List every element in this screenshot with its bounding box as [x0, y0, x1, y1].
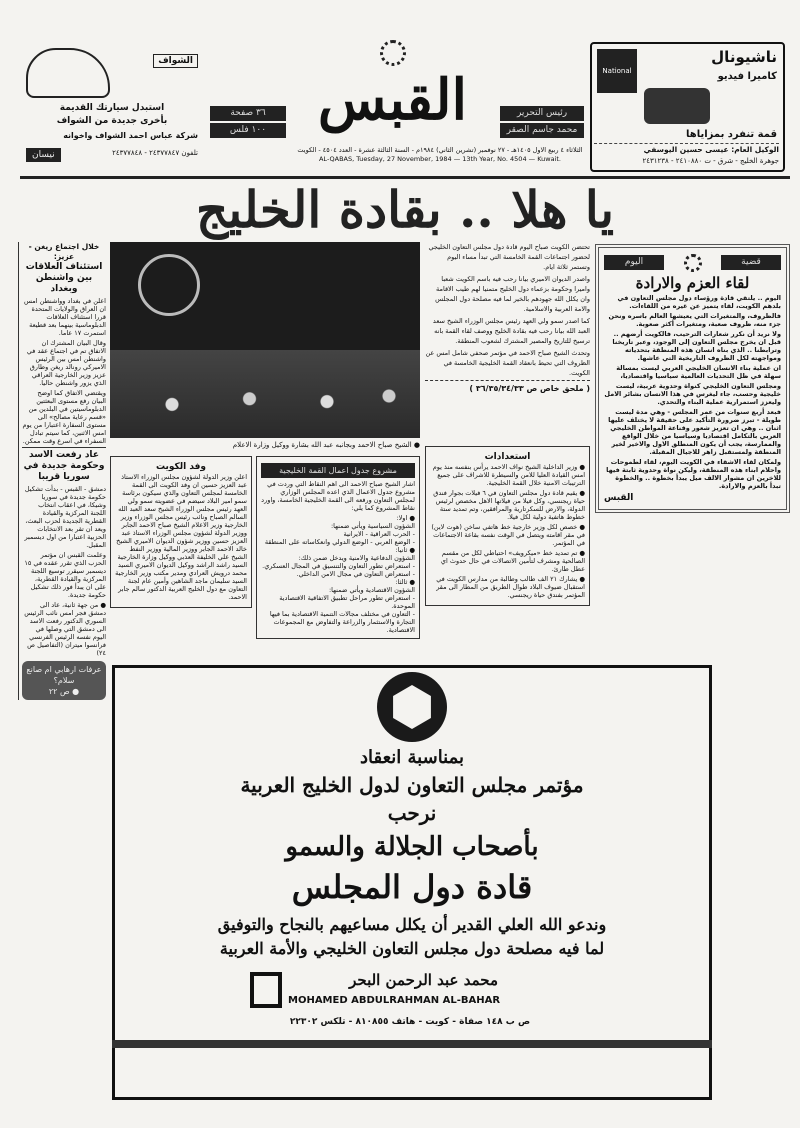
footer-rule [112, 1040, 712, 1048]
teaser-page: ● ص ٢٢ [48, 687, 80, 696]
editor-name: محمد جاسم الصقر [500, 123, 584, 138]
crowd [110, 382, 420, 438]
preparations-box [425, 446, 590, 606]
paragraph: فبعد أربع سنوات من عمر المجلس - وهي مدة ليست طويلة - تبرز ضرورة التأكيد على حقيقة لا يختلف عليها اثنان .. وهي ان تعزيز شعور وقناعة المواطن الخليجي العربي بالتكامل اقتصاديا وسياسيا من خلال الواقع والممارسة، يجب أن يكون المنطلق الاول والاخير لخير المنطقة ولمستقبل زاهر للاجيال المقبلة. [608, 408, 781, 456]
list-item: ● خصص لكل وزير خارجية خط هاتفي ساخن (هوت لاين) في مقر اقامته ويتصل في الوقت نفسه بقاعة الاجتماعات في المؤتمر. [431, 523, 585, 547]
advertiser-address: ص ب ١٤٨ صفاة - كويت - هاتف ٨١٠٨٥٥ - تلكس ٢٢٣٠٢ [289, 1017, 531, 1027]
list-item: ● تم تمديد خط «ميكرويف» احتياطي لكل من مقسم الصالحية ومشرف لتأمين الاتصالات في حال حدوث اي عطل طارئ. [440, 549, 585, 573]
editorial-box [595, 244, 790, 513]
paragraph: ● من جهة ثانية، عاد الى دمشق فجر امس نائب الرئيس السوري الدكتور رفعت الاسد الى دمشق التي وصلها في اليوم نفسه الرئيس الفرنسي فرانسوا ميتران (التفاصيل ص ٢٤) [24, 601, 106, 657]
page-count: ٣٦ صفحة [210, 106, 286, 121]
agenda-item: ● ثانيا: [395, 546, 415, 554]
tagline: قمة تنفرد بمزاياها [686, 129, 777, 140]
editor-box [500, 104, 584, 140]
paragraph: وقال البيان المشترك ان الاتفاق تم في اجتماع عقد في واشنطن امس بين الرئيس الاميركي رونالد ريغن وطارق عزيز وزير الخارجية العراقي الذي يزور واشنطن حاليا. [26, 339, 106, 387]
masthead-name: القبس [317, 67, 468, 133]
photo-caption: ● الشيخ صباح الاحمد وبجانبه عبد الله بشارة ووكيل وزارة الاعلام [232, 441, 420, 449]
agenda-item: - التعاون في مختلف مجالات التنمية الاقتصادية بما فيها التجارة والاستثمار والزراعة والتفاوض مع المجموعات الاقتصادية. [269, 610, 415, 634]
kuwait-delegation-box [110, 456, 252, 608]
paragraph: اعلن وزير الدولة لشؤون مجلس الوزراء الاستاذ عبد العزيز حسين ان وفد الكويت الى القمة الخامسة لمجلس التعاون والذي سيكون برئاسة سمو امير البلاد سيضم في عضويته سمو ولي العهد رئيس مجلس الوزراء الشيخ سعد العبد الله السالم الصباح ونائب رئيس مجلس الوزراء وزير الخارجية وزير الاعلام الشيخ صباح الاحمد الجابر ووزير الدولة لشؤون مجلس الوزراء الاستاذ عبد العزيز حسين ووزير شؤون الديوان الاميري الشيخ خالد الاحمد الجابر ووزير المالية ووزير النفط الشيخ علي الخليفة العذبي ووكيل وزارة الخارجية السيد راشد الراشد ووكيل الديوان الاميري السيد محمد درويش العرادي ومدير مكتب وزير الخارجية السيد سليمان ماجد الشاهين وأمين عام لجنة التعاون مع دول الخليج العربية الدكتور سالم جابر الاحمد. [115, 473, 247, 601]
paragraph: اعلن في بغداد وواشنطن امس ان العراق والولايات المتحدة قررا استئناف العلاقات الدبلوماسية بينهما بعد قطيعة استمرت ١٧ عاما. [24, 297, 106, 337]
editor-label: رئيس التحرير [500, 106, 584, 121]
paragraph: تحتضن الكويت صباح اليوم قادة دول مجلس التعاون الخليجي لحضور اجتماعات القمة الخامسة التي تبدأ مساء اليوم وتستمر ثلاثة ايام. [428, 243, 590, 271]
agenda-item: - استعراض التعاون في مجال الامن الداخلي. [296, 570, 415, 578]
ad-line-leaders: قادة دول المجلس [291, 868, 533, 906]
article-title-syria: عاد رفعت الاسد وحكومة جديدة في سوريا قريبا [22, 447, 106, 483]
agenda-item: - الوضع العربي - الوضع الدولي وانعكاساته على المنطقة [264, 538, 415, 546]
agent-address: جوهرة الخليج - شرق - ت ٢٤١٠٨٨٠ - ٢٤٣١٢٣٨ [642, 157, 779, 165]
advertiser-name-english: MOHAMED ABDULRAHMAN AL-BAHAR [288, 995, 501, 1006]
ad-line-prayer: وندعو الله العلي القدير أن يكلل مساعيهم بالنجاح والتوفيق [217, 915, 607, 934]
agenda-item: الشؤون الاقتصادية ويأتي ضمنها: [328, 586, 415, 594]
teaser-title: عرفات ارهابي ام صانع سلام؟ [26, 665, 102, 685]
ad-national-video-camera [590, 42, 785, 172]
product-name: كاميرا فيديو [717, 71, 777, 82]
header-rule [20, 176, 790, 179]
gulf-map-icon [390, 685, 434, 729]
paragraph: وعلمت القبس ان مؤتمر الحزب الذي تقرر عقده في ١٥ ديسمبر سيقرر توسيع اللجنة المركزية والقيادة القطرية، على ان يبدأ فور ذلك تشكيل حكومة جديدة. [24, 551, 106, 599]
tag-today: اليوم [604, 255, 664, 270]
box-title: وفد الكويت [155, 462, 207, 472]
editorial-title: لقاء العزم والارادة [635, 274, 750, 292]
dateline-arabic: الثلاثاء ٤ ربيع الاول ١٤٠٥هـ - ٢٧ نوفمبر (تشرين الثاني) ١٩٨٤م - السنة الثالثة عشرة - العدد ٤٥٠٤ - الكويت [297, 146, 583, 154]
video-camera-icon [644, 88, 710, 124]
price: ١٠٠ فلس [210, 123, 286, 138]
company-name: شركة عباس احمد الشواف واخوانه [63, 131, 198, 140]
ad-line-conference: مؤتمر مجلس التعاون لدول الخليج العربية [240, 773, 584, 797]
paragraph: اشار الشيخ صباح الاحمد الى اهم النقاط التي وردت في مشروع جدول الاعمال الذي اعده المجلس الوزاري لمجلس التعاون ورفعه الى القمة الخليجية الخامسة، واورد نقاط المشروع كما يلي: [261, 480, 415, 512]
price-box [210, 104, 286, 140]
agenda-item: الشؤون الدفاعية والامنية ويدخل ضمن ذلك: [298, 554, 415, 562]
paragraph: وتحدث الشيخ صباح الاحمد في مؤتمر صحفي شامل امس عن الظروف التي تحيط بانعقاد القمة الخليجية الخامسة في الكويت. [425, 349, 590, 377]
main-headline: يا هلا .. بقادة الخليج [195, 180, 615, 239]
ad-line-interest: لما فيه مصلحة دول مجلس التعاون الخليجي والأمة العربية [219, 939, 605, 958]
sunburst-icon [684, 254, 702, 272]
box-title: استعدادات [484, 452, 531, 462]
article-kicker: خلال اجتماع ريغن - عزيز: [28, 242, 100, 261]
brand-arabic: ناشيونال [711, 48, 777, 66]
phone-numbers: تلفون ٢٤٣٧٧٨٤٧ - ٢٤٣٧٧٨٤٨ [112, 149, 198, 157]
agenda-item: ● ثالثا: [395, 578, 415, 586]
national-logo: National [597, 49, 637, 93]
agenda-item: - الحرب العراقية - الايرانية [343, 530, 415, 538]
main-article [425, 242, 590, 394]
nissan-logo: نيسان [26, 148, 61, 162]
gcc-emblem-in-photo [138, 254, 200, 316]
paragraph: ولا نريد أن نكرر شعارات الترحيب، فالكويت أرضهم .. قبل ان يخرج مجلس التعاون إلى الوجود، وعبر تاريخنا وترابطنا .. الذي بناه انسان هذه المنطقة بتحدياته ومواجهته لكل الظروف التاريخية التي عاشها. [612, 330, 781, 362]
list-item: ● وزير الداخلية الشيخ نواف الاحمد يرأس بنفسه منذ يوم امس القيادة العليا للامن والسيطرة للاشراف على جميع الترتيبات الامنية خلال القمة الخليجية. [432, 463, 585, 487]
summit-photo [110, 242, 420, 438]
car-illustration-icon [26, 48, 110, 98]
agent-name: الوكيل العام: عيسى حسين اليوسفي [594, 143, 779, 155]
list-item: ● يشارك ٢١ الف طالب وطالبة من مدارس الكويت في استقبال ضيوف البلاد طوال الطريق من المطار الى مقر المؤتمر بفندق حياة ريجنسي. [436, 575, 585, 599]
tag-issue: قضية [721, 255, 781, 270]
ad-line-2: بأخرى جديدة من الشواف [56, 116, 168, 126]
arafat-teaser-box[interactable] [22, 661, 106, 700]
paragraph: دمشق - القبس - بدأت تشكيل حكومة جديدة في سوريا وشيكا، في اعقاب انتخاب اللجنة المركزية والقيادة القطرية الجديدة لحزب البعث، ويعد ان تقر بعد الانتخابات الحزبية اعتبارا من اول ديسمبر المقبل. [24, 485, 106, 549]
paragraph: ويقتضي الاتفاق كما اوضح البيان رفع مستوى البعثتين الدبلوماسيتين في البلدين من «قسم رعاية مصالح» الى مستوى السفارة اعتبارا من يوم امس الاثنين، كما سيتم تبادل السفراء في اسرع وقت ممكن. [22, 389, 106, 445]
agenda-item: الشؤون السياسية ويأتي ضمنها: [330, 522, 415, 530]
newspaper-logo [300, 40, 485, 144]
editorial-signature: القبس [604, 493, 634, 503]
paragraph: ومجلس التعاون الخليجي كنواة وحدوية عربية، ليست خليجية وحسب، جاء ليغرس في هذا الانسان بشائر الامل وليعزز استمرارية عملية البناء والتحدي. [604, 382, 781, 406]
gcc-emblem [377, 672, 447, 742]
albahar-logo-icon [250, 972, 282, 1008]
ad-nissan-alshawaf [22, 44, 202, 170]
paragraph: كما اصدر سمو ولي العهد رئيس مجلس الوزراء الشيخ سعد العبد الله بيانا رحب فيه بقادة الخليج ووصف لقاء القمة بانه ترسيخ للتاريخ والمصير المشترك لشعوب المنطقة. [432, 317, 590, 345]
paragraph: واصدر الديوان الاميري بيانا رحب فيه باسم الكويت شعبا واميرا وحكومة بزعماء دول الخليج متمنيا لهم طيب الاقامة وان يكلل الله جهودهم بالخير لما فيه مصلحة دول المجلس والامة العربية والاسلامية. [435, 275, 590, 313]
paragraph: ان عملية بناء الانسان الخليجي العربي ليست بمسالة سهلة في ظل التحديات العالمية سياسيا واقتصاديا، [616, 364, 781, 380]
list-item: ● يقيم قادة دول مجلس التعاون في ٦ فيلات بجوار فندق حياة ريجنسي، وكل فيلا من فيلاتها الاهل مخصص لرئيس الدولة، والارض للسكرتارية والمرافقين، وتم تمديد ستة خطوط هاتفية دولية لكل فيلا. [433, 489, 585, 521]
box-title: مشروع جدول اعمال القمة الخليجية [261, 463, 415, 478]
dateline [290, 146, 590, 164]
agenda-item: ● اولا: [396, 514, 415, 522]
advertiser-name-arabic: محمد عبد الرحمن البحر [349, 971, 498, 989]
agenda-item: - استعراض تطور التعاون والتنسيق في المجال العسكري. [262, 562, 415, 570]
agenda-item: - استعراض تطور مراحل تطبيق الاتفاقية الاقتصادية الموحدة. [279, 594, 415, 610]
dateline-english: AL-QABAS, Tuesday, 27 November, 1984 — 13th Year, No. 4504 — Kuwait. [318, 155, 561, 163]
paragraph: اليوم .. يلتقي قادة ورؤساء دول مجلس التعاون في بلدهم الكويت، لقاء يتميز عن غيره من اللقاءات. [617, 294, 781, 310]
ad-line-welcome: نرحب [387, 801, 437, 825]
ad-line-1: استبدل سيارتك القديمة [59, 103, 165, 113]
paragraph: فالظروف، والمتغيرات التي يعيشها العالم باسره ونحن جزء منه، ظروف صعبة، ومتغيرات أكثر صعوبة. [608, 312, 781, 328]
agenda-box [256, 456, 420, 639]
article-title: استئناف العلاقات بين واشنطن وبغداد [25, 262, 103, 294]
alshawaf-brand: الشواف [153, 54, 198, 68]
ad-line-occasion: بمناسبة انعقاد [359, 747, 465, 768]
ad-line-majesties: بأصحاب الجلالة والسمو [285, 832, 539, 862]
paragraph: ولمكان لقاء الاشقاء في الكويت اليوم، لقاء لطموحات واحلام ابناء هذه المنطقة، وليكن نواة وحدوية ثابتة فيها للاخرين ان مشوار الالف ميل يبدأ بخطوة .. والخطوة تبدأ بالعزم والارادة. [606, 458, 781, 490]
left-column [18, 242, 106, 700]
supplement-note[interactable]: ( ملحق خاص ص ٣٦/٣٥/٣٤/٣٣ ) [425, 380, 590, 394]
